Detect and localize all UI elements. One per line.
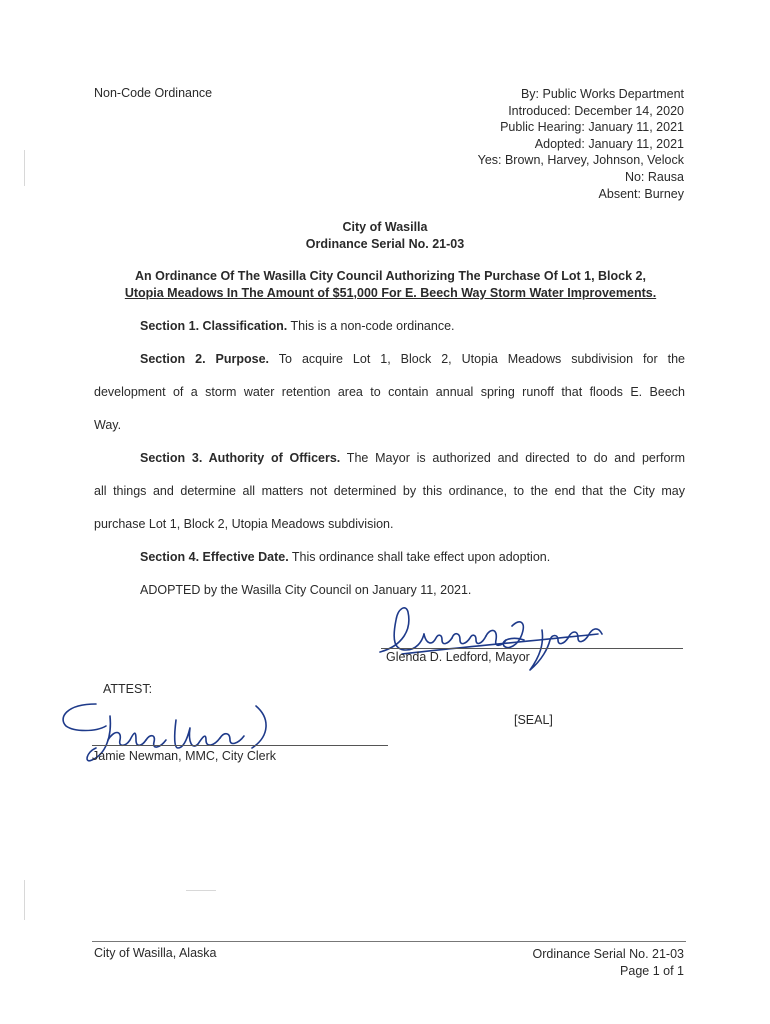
introduced-line: Introduced: December 14, 2020: [508, 103, 684, 118]
section-1-text: This is a non-code ordinance.: [287, 319, 455, 333]
section-1-label: Section 1. Classification.: [140, 319, 288, 333]
footer-page-info: [533, 946, 684, 979]
section-3: [94, 442, 685, 541]
section-4: [94, 541, 685, 574]
ordinance-meta-block: [478, 86, 684, 202]
serial-number: Ordinance Serial No. 21-03: [305, 237, 465, 251]
section-3-label: Section 3. Authority of Officers.: [140, 451, 341, 465]
clerk-name: Jamie Newman, MMC, City Clerk: [92, 749, 277, 763]
section-2: [94, 343, 685, 442]
section-3-text-2: all things and determine all matters not determined by this ordinance, to the end that the City may: [94, 484, 685, 498]
section-4-text: This ordinance shall take effect upon adoption.: [288, 550, 551, 564]
section-2-label: Section 2. Purpose.: [140, 352, 270, 366]
no-votes-line: No: Rausa: [624, 169, 684, 184]
adopted-date-line: Adopted: January 11, 2021: [534, 136, 684, 151]
section-2-text-2: development of a storm water retention area to contain annual spring runoff that floods E. Beech: [94, 385, 685, 399]
heading-line-2: Utopia Meadows In The Amount of $51,000 For E. Beech Way Storm Water Improvements.: [124, 286, 657, 300]
sponsor-line: By: Public Works Department: [520, 87, 684, 101]
yes-votes-line: Yes: Brown, Harvey, Johnson, Velock: [477, 153, 684, 168]
footer-rule: [92, 941, 686, 942]
footer-serial-number: Ordinance Serial No. 21-03: [532, 947, 684, 961]
footer-city: City of Wasilla, Alaska: [94, 946, 217, 960]
section-3-text-3: purchase Lot 1, Block 2, Utopia Meadows subdivision.: [94, 517, 394, 531]
seal-placeholder: [SEAL]: [514, 713, 553, 727]
mayor-signature-image: [372, 600, 612, 680]
clerk-signature-line: [92, 745, 388, 746]
section-3-text-1: The Mayor is authorized and directed to do and perform: [340, 451, 686, 465]
mayor-name: Glenda D. Ledford, Mayor: [386, 650, 530, 664]
section-2-text-1: To acquire Lot 1, Block 2, Utopia Meadows subdivision for the: [269, 352, 685, 366]
mayor-signature-line: [381, 648, 683, 649]
footer-page-number: Page 1 of 1: [620, 963, 684, 978]
document-type-label: Non-Code Ordinance: [94, 86, 213, 100]
section-4-label: Section 4. Effective Date.: [140, 550, 289, 564]
heading-line-1: An Ordinance Of The Wasilla City Council Authorizing The Purchase Of Lot 1, Block 2,: [135, 269, 646, 283]
section-1: [94, 310, 685, 343]
scan-artifact-mark: [24, 150, 25, 186]
adopted-text: ADOPTED by the Wasilla City Council on January 11, 2021.: [140, 583, 472, 597]
scan-artifact-mark: [24, 880, 25, 920]
absent-line: Absent: Burney: [598, 186, 684, 201]
city-name: City of Wasilla: [342, 220, 428, 234]
section-2-text-3: Way.: [94, 418, 122, 432]
public-hearing-line: Public Hearing: January 11, 2021: [500, 120, 684, 135]
document-title: [0, 219, 770, 253]
scan-artifact-mark: [186, 890, 216, 891]
attest-label: ATTEST:: [103, 682, 153, 696]
ordinance-heading: [94, 268, 687, 302]
